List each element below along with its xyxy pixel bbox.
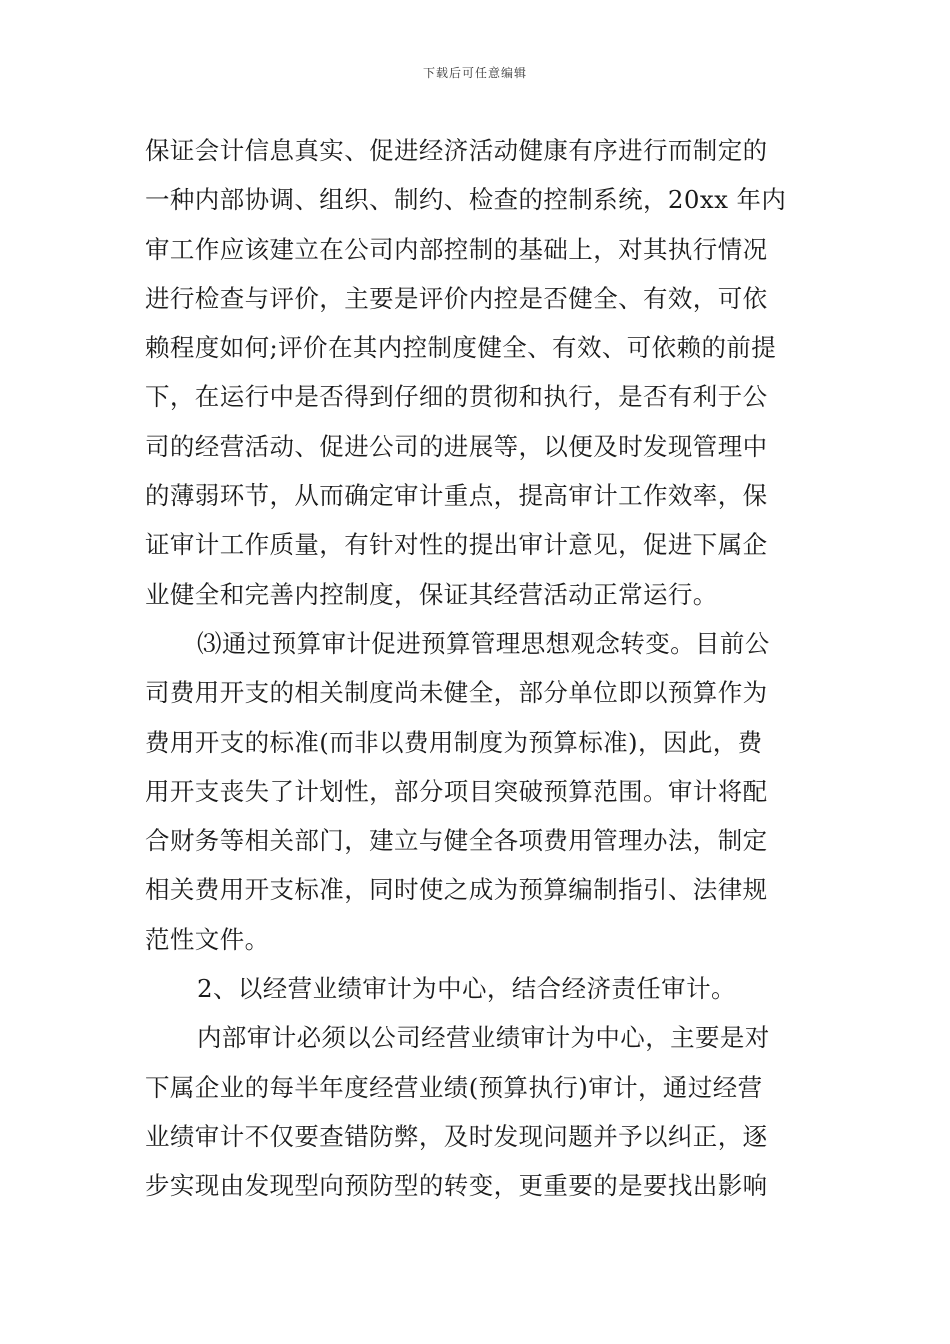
text-line: 一种内部协调、组织、制约、检查的控制系统，20xx 年内 [145, 185, 787, 215]
text-line: 费用开支的标准(而非以费用制度为预算标准)，因此，费 [145, 727, 763, 757]
section-heading-line: 2、以经营业绩审计为中心，结合经济责任审计。 [197, 974, 736, 1004]
text-line: 业绩审计不仅要查错防弊，及时发现问题并予以纠正，逐 [145, 1121, 768, 1151]
text-line: 进行检查与评价，主要是评价内控是否健全、有效，可依 [145, 283, 768, 313]
text-line: 范性文件。 [145, 924, 270, 954]
text-line: 赖程度如何;评价在其内控制度健全、有效、可依赖的前提 [145, 333, 777, 363]
paragraph-start-line: ⑶通过预算审计促进预算管理思想观念转变。目前公 [197, 628, 770, 658]
text-line: 司的经营活动、促进公司的进展等，以便及时发现管理中 [145, 431, 768, 461]
text-line: 审工作应该建立在公司内部控制的基础上，对其执行情况 [145, 234, 768, 264]
paragraph-start-line: 内部审计必须以公司经营业绩审计为中心，主要是对 [197, 1023, 770, 1053]
text-line: 相关费用开支标准，同时使之成为预算编制指引、法律规 [145, 875, 768, 905]
page-header: 下载后可任意编辑 [422, 66, 527, 80]
text-line: 步实现由发现型向预防型的转变，更重要的是要找出影响 [145, 1171, 768, 1201]
text-line: 下属企业的每半年度经营业绩(预算执行)审计，通过经营 [145, 1072, 763, 1102]
text-line: 的薄弱环节，从而确定审计重点，提高审计工作效率，保 [145, 481, 768, 511]
text-line: 下，在运行中是否得到仔细的贯彻和执行，是否有利于公 [145, 382, 768, 412]
text-line: 保证会计信息真实、促进经济活动健康有序进行而制定的 [145, 136, 768, 165]
text-line: 司费用开支的相关制度尚未健全，部分单位即以预算作为 [145, 678, 768, 708]
text-line: 合财务等相关部门，建立与健全各项费用管理办法，制定 [145, 826, 768, 856]
text-line: 证审计工作质量，有针对性的提出审计意见，促进下属企 [145, 530, 768, 560]
text-line: 业健全和完善内控制度，保证其经营活动正常运行。 [145, 579, 718, 609]
body-text [145, 126, 810, 1211]
text-line: 用开支丧失了计划性，部分项目突破预算范围。审计将配 [145, 776, 768, 806]
